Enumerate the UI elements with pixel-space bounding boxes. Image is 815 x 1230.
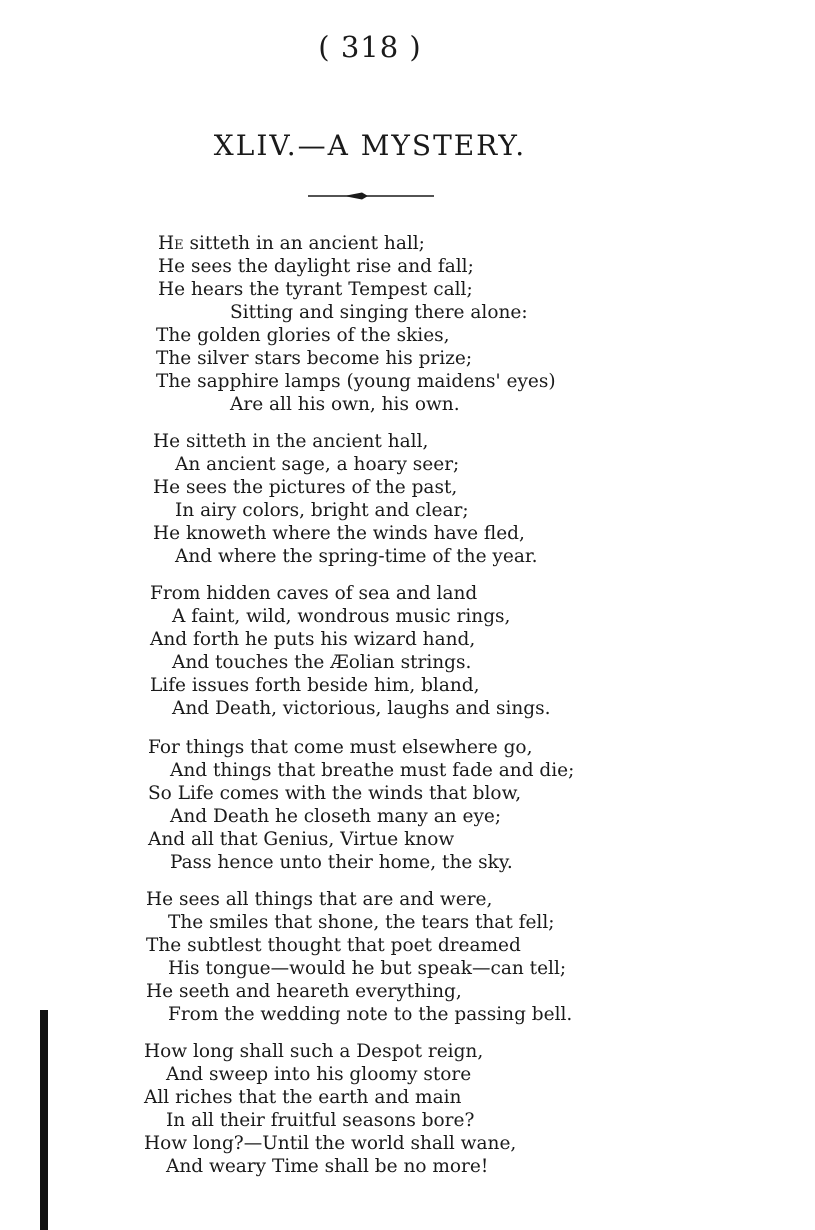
line-text: sitteth in an ancient hall; — [183, 233, 425, 254]
poem-line: Pass hence unto their home, the sky. — [170, 852, 513, 873]
poem-line: And things that breathe must fade and die; — [170, 760, 575, 781]
poem-line: And sweep into his gloomy store — [166, 1064, 472, 1085]
poem-line: He hears the tyrant Tempest call; — [158, 279, 473, 300]
poem-line: And weary Time shall be no more! — [166, 1156, 489, 1177]
poem-line: And Death he closeth many an eye; — [170, 806, 502, 827]
poem-line: He sees the daylight rise and fall; — [158, 256, 474, 277]
poem-line: He sees all things that are and were, — [146, 889, 493, 910]
poem-line: The silver stars become his prize; — [156, 348, 473, 369]
poem-line: He sitteth in the ancient hall, — [153, 431, 429, 452]
poem-line: In airy colors, bright and clear; — [175, 500, 469, 521]
poem-line: For things that come must elsewhere go, — [148, 737, 533, 758]
poem-title: XLIV.—A MYSTERY. — [213, 129, 527, 162]
poem-line: All riches that the earth and main — [144, 1087, 462, 1108]
poem-line: A faint, wild, wondrous music rings, — [172, 606, 511, 627]
poem-line: And forth he puts his wizard hand, — [150, 629, 476, 650]
poem-line: And where the spring-time of the year. — [175, 546, 538, 567]
poem-line: In all their fruitful seasons bore? — [166, 1110, 475, 1131]
poem-line: He seeth and heareth everything, — [146, 981, 462, 1002]
poem-line: He sees the pictures of the past, — [153, 477, 458, 498]
poem-line: And all that Genius, Virtue know — [148, 829, 455, 850]
poem-line: He knoweth where the winds have fled, — [153, 523, 525, 544]
poem-line: An ancient sage, a hoary seer; — [175, 454, 460, 475]
poem-line: The smiles that shone, the tears that fell; — [168, 912, 555, 933]
poem-line: Sitting and singing there alone: — [230, 302, 528, 323]
poem-line: Life issues forth beside him, bland, — [150, 675, 480, 696]
poem-line: So Life comes with the winds that blow, — [148, 783, 522, 804]
poem-line: The subtlest thought that poet dreamed — [146, 935, 521, 956]
poem-line: How long shall such a Despot reign, — [144, 1041, 484, 1062]
poem-line: His tongue—would he but speak—can tell; — [168, 958, 567, 979]
poem-line: From the wedding note to the passing bell. — [168, 1004, 573, 1025]
poem-line — [158, 232, 425, 255]
poem-line: And Death, victorious, laughs and sings. — [172, 698, 551, 719]
poem-line: Are all his own, his own. — [230, 394, 460, 415]
poem-line: From hidden caves of sea and land — [150, 583, 478, 604]
poem-line: How long?—Until the world shall wane, — [144, 1133, 517, 1154]
poem-line: The golden glories of the skies, — [156, 325, 450, 346]
page-number: ( 318 ) — [318, 30, 422, 64]
poem-line: The sapphire lamps (young maidens' eyes) — [156, 371, 556, 392]
drop-word: He — [158, 233, 184, 254]
poem-line: And touches the Æolian strings. — [172, 652, 472, 673]
